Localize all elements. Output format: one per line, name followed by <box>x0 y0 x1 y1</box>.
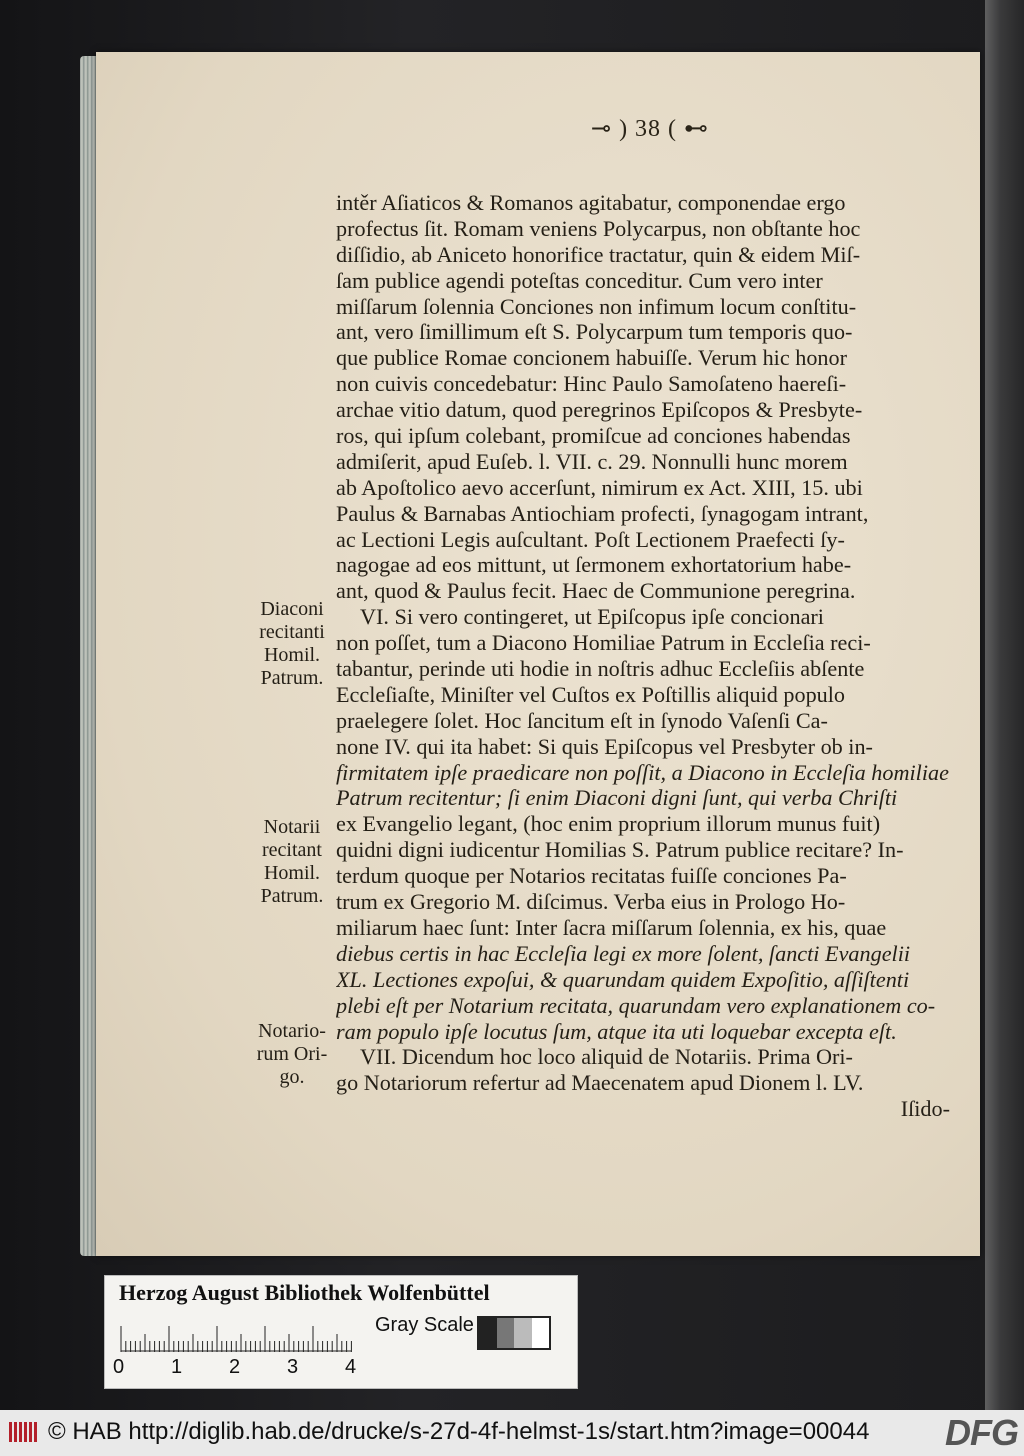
margin-note-line: recitanti <box>259 621 325 643</box>
body-line: profectus ſit. Romam veniens Polycarpus, non obſtante hoc <box>336 215 861 241</box>
body-line: miſſarum ſolennia Conciones non infimum locum conſtitu- <box>336 293 857 319</box>
body-line: ab Apoſtolico aevo accerſunt, nimirum ex Act. XIII, 15. ubi <box>336 474 863 500</box>
gray-patch-black <box>479 1318 497 1348</box>
body-line: Iſido- <box>900 1096 950 1122</box>
margin-note-diaconi <box>246 598 338 690</box>
body-line: Patrum recitentur; ſi enim Diaconi digni ſunt, qui verba Chriſti <box>336 785 898 811</box>
footer-bar <box>0 1410 1024 1456</box>
body-line: ſam publice agendi poteſtas conceditur. Cum vero inter <box>336 267 823 293</box>
ruler <box>119 1324 359 1352</box>
body-line: trum ex Gregorio M. diſcimus. Verba eius in Prologo Ho- <box>336 889 846 915</box>
body-line: admiſerit, apud Euſeb. l. VII. c. 29. Nonnulli hunc morem <box>336 448 848 474</box>
body-line: nagogae ad eos mittunt, ut ſermonem exhortatorium habe- <box>336 552 852 578</box>
margin-note-notarii <box>246 816 338 908</box>
body-line: quidni digni iudicentur Homilias S. Patrum publice recitare? In- <box>336 837 904 863</box>
body-line: Paulus & Barnabas Antiochiam profecti, ſynagogam intrant, <box>336 500 869 526</box>
ruler-number: 1 <box>171 1356 183 1378</box>
body-line: ram populo ipſe locutus ſum, atque ita uti loquebar excepta eſt. <box>336 1018 897 1044</box>
body-line: non poſſet, tum a Diacono Homiliae Patrum in Eccleſia reci- <box>336 630 871 656</box>
body-line: que publice Romae concionem habuiſſe. Verum hic honor <box>336 345 847 371</box>
body-line: go Notariorum refertur ad Maecenatem apud Dionem l. LV. <box>336 1070 864 1096</box>
margin-note-line: Patrum. <box>260 667 324 689</box>
body-line: VI. Si vero contingeret, ut Epiſcopus ipſe concionari <box>360 604 824 630</box>
margin-note-line: Homil. <box>263 644 321 666</box>
body-line: diebus certis in hac Eccleſia legi ex more ſolent, ſancti Evangelii <box>336 940 911 966</box>
margin-note-line: Notario- <box>258 1020 326 1042</box>
body-text <box>336 190 950 1122</box>
margin-note-notariorum <box>246 1020 338 1089</box>
ruler-number: 4 <box>345 1356 357 1378</box>
body-line: Eccleſiaſte, Miniſter vel Cuſtos ex Poſtillis aliquid populo <box>336 681 846 707</box>
ruler-number: 3 <box>287 1356 299 1378</box>
body-line: praelegere ſolet. Hoc ſancitum eſt in ſynodo Vaſenſi Ca- <box>336 707 828 733</box>
body-line: ant, quod & Paulus fecit. Haec de Communione peregrina. <box>336 578 856 604</box>
body-line: miliarum haec ſunt: Inter ſacra miſſarum ſolennia, ex his, quae <box>336 914 887 940</box>
gray-patch-light <box>514 1318 532 1348</box>
hab-logo-icon <box>8 1420 38 1444</box>
margin-note-line: Diaconi <box>260 598 324 620</box>
body-line: ros, qui ipſum colebant, promiſcue ad conciones habendas <box>336 423 851 449</box>
body-line: XL. Lectiones expoſui, & quarundam quidem Expoſitio, aſſiſtenti <box>336 966 910 992</box>
body-line: VII. Dicendum hoc loco aliquid de Notariis. Prima Ori- <box>360 1044 853 1070</box>
running-head: ⊸ ) 38 ( ⊷ <box>590 116 710 142</box>
body-line: ac Lectioni Legis auſcultant. Poſt Lectionem Praefecti ſy- <box>336 526 845 552</box>
body-line: non cuivis concedebatur: Hinc Paulo Samoſateno haereſi- <box>336 371 847 397</box>
body-line: plebi eſt per Notarium recitata, quarundam vero explanationem co- <box>336 992 936 1018</box>
dfg-logo: DFG <box>945 1412 1018 1453</box>
body-line: none IV. qui ita habet: Si quis Epiſcopus vel Presbyter ob in- <box>336 733 873 759</box>
body-line: diſſidio, ab Aniceto honorifice tractatur, quin & eidem Miſ- <box>336 241 861 267</box>
ruler-ticks <box>119 1324 359 1352</box>
margin-note-line: Notarii <box>263 816 321 838</box>
body-line: ex Evangelio legant, (hoc enim proprium illorum munus fuit) <box>336 811 881 837</box>
footer-copyright-url: © HAB http://diglib.hab.de/drucke/s-27d-4f-helmst-1s/start.htm?image=00044 <box>48 1418 870 1445</box>
ruler-number: 0 <box>113 1356 125 1378</box>
margin-note-line: Patrum. <box>260 885 324 907</box>
margin-note-line: Homil. <box>263 862 321 884</box>
reference-card <box>104 1275 578 1389</box>
body-line: tabantur, perinde uti hodie in noſtris adhuc Eccleſiis abſente <box>336 656 865 682</box>
body-line: terdum quoque per Notarios recitatas fuiſſe conciones Pa- <box>336 863 847 889</box>
margin-note-line: go. <box>279 1066 305 1088</box>
gray-patch-white <box>532 1318 550 1348</box>
ruler-number: 2 <box>229 1356 241 1378</box>
body-line: archae vitio datum, quod peregrinos Epiſcopos & Presbyte- <box>336 397 863 423</box>
margin-note-line: recitant <box>262 839 322 861</box>
body-line: intěr Aſiaticos & Romanos agitabatur, componendae ergo <box>336 190 846 215</box>
gray-patch-mid <box>497 1318 515 1348</box>
body-line: ant, vero ſimillimum eſt S. Polycarpum tum temporis quo- <box>336 319 853 345</box>
right-book-edge <box>985 0 1024 1410</box>
gray-scale-patches <box>477 1316 551 1350</box>
gray-scale-label: Gray Scale <box>375 1314 474 1336</box>
library-title: Herzog August Bibliothek Wolfenbüttel <box>119 1280 490 1305</box>
margin-note-line: rum Ori- <box>256 1043 328 1065</box>
body-line: firmitatem ipſe praedicare non poſſit, a Diacono in Eccleſia homiliae <box>336 759 949 785</box>
